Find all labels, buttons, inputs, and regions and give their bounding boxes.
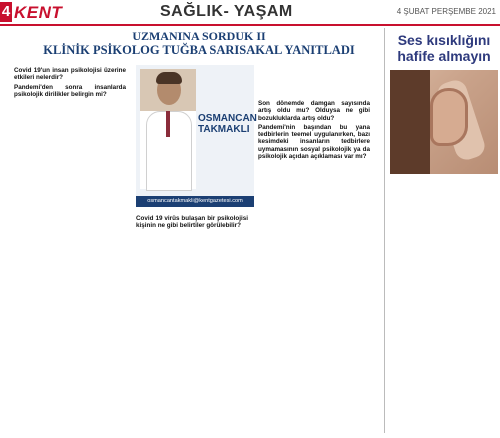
article-column-2: [136, 213, 248, 425]
question-heading: Pandemi'nin başından bu yana tedbirlerin teemel uygulanırken, bazı kesimdeki insanların tedbirlere uymamasının sosyal psikolojik ya da psikolojik açıdan açıklaması var mı?: [258, 123, 370, 161]
ear-photo: [390, 70, 498, 174]
article-kicker: UZMANINA SORDUK II: [132, 29, 266, 43]
sidebar-column-1: [390, 178, 440, 430]
question-heading: Covid 19'un insan psikolojisi üzerine etkileri nelerdir?: [14, 67, 126, 82]
masthead: [0, 0, 500, 26]
question-heading: Covid 19 virüs bulaşan bir psikolojisi kişinin ne gibi belirtiler görülebilir?: [136, 215, 248, 230]
sidebar-title: Ses kısıklığını hafife almayın: [397, 32, 491, 64]
question-heading: Son dönemde damgan sayısında artış oldu mu? Olduysa ne gibi bozukluklarda artış oldu?: [258, 100, 370, 122]
section-title: SAĞLIK- YAŞAM: [160, 3, 293, 20]
sidebar-column-2: [446, 178, 496, 430]
author-box: [136, 65, 257, 207]
article-headline: [14, 29, 384, 57]
author-name: [198, 113, 257, 135]
author-email[interactable]: osmancantakmakli@kentgazetesi.com: [136, 196, 254, 207]
issue-date: 4 ŞUBAT PERŞEMBE 2021: [396, 7, 496, 16]
article-column-3: [258, 98, 370, 425]
publication-logo: KENT: [14, 3, 63, 22]
article-column-1: [14, 65, 126, 425]
column-divider: [384, 28, 385, 433]
author-first-name: OSMANCAN: [198, 113, 257, 124]
author-last-name: TAKMAKLI: [198, 124, 250, 135]
author-photo: [140, 69, 196, 189]
question-heading: Pandemi'den sonra insanlarda psikolojik dirilikler belirgin mi?: [14, 83, 126, 98]
article-title: KLİNİK PSİKOLOG TUĞBA SARISAKAL YANITLADI: [43, 43, 355, 57]
page-number: 4: [1, 3, 11, 20]
